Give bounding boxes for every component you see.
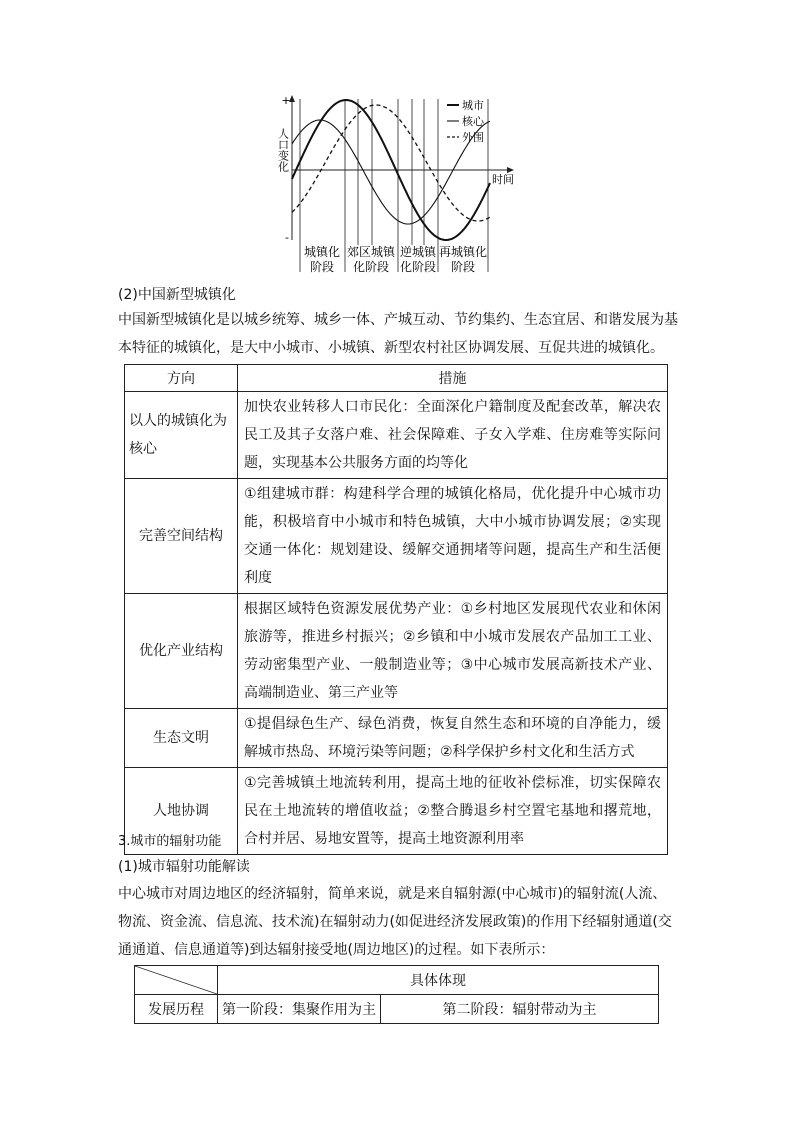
row-direction: 生态文明 bbox=[125, 709, 238, 768]
section3-intro: 中心城市对周边地区的经济辐射，简单来说，就是来自辐射源(中心城市)的辐射流(人流、物流、资金流、信息流、技术流)在辐射动力(如促进经济发展政策)的作用下经辐射通道(交通通道、信息通道等)到达辐射接受地(周边地区)的过程。如下表所示： bbox=[118, 886, 672, 958]
stage2-cell: 第二阶段：辐射带动为主 bbox=[381, 995, 659, 1024]
stage-2-line1: 郊区城镇 bbox=[346, 245, 396, 259]
section3-subheading: (1)城市辐射功能解读 bbox=[118, 859, 250, 875]
row-measures: ①组建城市群：构建科学合理的城镇化格局，优化提升中心城市功能，积极培育中小城市和特色城镇，大中小城市协调发展；②实现交通一体化：规划建设、缓解交通拥堵等问题，提高生产和生活便利度 bbox=[238, 479, 668, 594]
section3-heading: 3.城市的辐射功能 bbox=[118, 834, 222, 849]
curve-periphery bbox=[292, 105, 490, 221]
stage1-cell: 第一阶段：集聚作用为主 bbox=[218, 995, 381, 1024]
legend bbox=[447, 99, 485, 144]
diagonal-corner-cell bbox=[135, 966, 218, 995]
table-row bbox=[125, 392, 668, 479]
x-axis-label: 时间 bbox=[492, 173, 514, 186]
diagonal-line bbox=[135, 966, 217, 994]
plus-sign: + bbox=[281, 94, 291, 107]
section2-intro: 中国新型城镇化是以城乡统筹、城乡一体、产城互动、节约集约、生态宜居、和谐发展为基本特征的城镇化，是大中小城市、小城镇、新型农村社区协调发展、互促共进的城镇化。 bbox=[118, 312, 678, 356]
table-header-row bbox=[135, 966, 659, 995]
stage-1-line2: 阶段 bbox=[309, 260, 335, 274]
stage-4-line2: 阶段 bbox=[450, 260, 476, 274]
stage-3-line1: 逆城镇 bbox=[399, 245, 437, 259]
table-row bbox=[125, 709, 668, 768]
urbanization-curve-figure bbox=[270, 90, 520, 276]
table-row bbox=[135, 995, 659, 1024]
row-measures: 根据区域特色资源发展优势产业：①乡村地区发展现代农业和休闲旅游等，推进乡村振兴；②乡镇和中小城市发展农产品加工工业、劳动密集型产业、一般制造业等；③中心城市发展高新技术产业、高端制造业、第三产业等 bbox=[238, 594, 668, 709]
legend-city: 城市 bbox=[462, 99, 484, 112]
row-measures: 加快农业转移人口市民化：全面深化户籍制度及配套改革，解决农民工及其子女落户难、社会保障难、子女入学难、住房难等实际问题，实现基本公共服务方面的均等化 bbox=[238, 392, 668, 479]
stage-3-line2: 化阶段 bbox=[399, 260, 437, 274]
stage-1-line1: 城镇化 bbox=[303, 245, 341, 259]
legend-core: 核心 bbox=[462, 115, 484, 128]
row-direction: 人地协调 bbox=[125, 768, 238, 855]
table-header-row bbox=[125, 365, 668, 392]
legend-periphery: 外围 bbox=[462, 131, 484, 144]
stage-2-line2: 化阶段 bbox=[352, 260, 390, 274]
section2-heading: (2)中国新型城镇化 bbox=[118, 287, 236, 303]
minus-sign: - bbox=[285, 231, 289, 244]
header-specific: 具体体现 bbox=[218, 966, 659, 995]
row-direction: 完善空间结构 bbox=[125, 479, 238, 594]
header-direction: 方向 bbox=[125, 365, 238, 392]
curve-core bbox=[292, 120, 490, 224]
table-row bbox=[125, 479, 668, 594]
y-axis-label: 人口变化 bbox=[276, 128, 290, 172]
radiation-stage-table bbox=[134, 965, 659, 1024]
new-urbanization-table bbox=[124, 364, 668, 855]
table-row bbox=[125, 594, 668, 709]
header-measures: 措施 bbox=[238, 365, 668, 392]
row-label-development: 发展历程 bbox=[135, 995, 218, 1024]
stage-4-line1: 再城镇化 bbox=[438, 245, 488, 259]
row-direction: 优化产业结构 bbox=[125, 594, 238, 709]
row-measures: ①提倡绿色生产、绿色消费，恢复自然生态和环境的自净能力，缓解城市热岛、环境污染等问题；②科学保护乡村文化和生活方式 bbox=[238, 709, 668, 768]
row-direction: 以人的城镇化为核心 bbox=[125, 392, 238, 479]
row-measures: ①完善城镇土地流转利用，提高土地的征收补偿标准，切实保障农民在土地流转的增值收益；②整合腾退乡村空置宅基地和撂荒地，合村并居、易地安置等，提高土地资源利用率 bbox=[238, 768, 668, 855]
